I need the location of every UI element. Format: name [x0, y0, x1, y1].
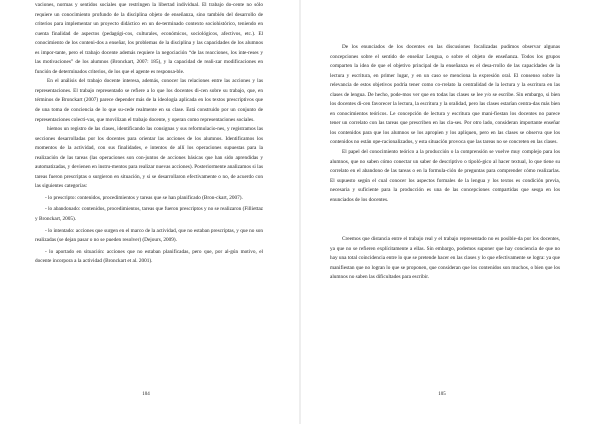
- page-number-right: 105: [438, 392, 446, 397]
- left-paragraph-1: vaciones, normas y sentidos sociales que restringen la libertad individual. El trabajo do-cente no sólo requiere un conocimiento profundo de la disciplina objeto de enseñanza, sino también del desarrollo de criterios para implementar un proyecto didáctico en un de-terminado contexto sociohistórico, teniendo en cuenta finalidad de aspectos (pedagógi-cos, culturales, económicos, sociológicos, afectivos, etc.). El conocimiento de los conteni-dos a enseñar, los problemas de la disciplina y las capacidades de los alumnos es impor-tante, pero el trabajo docente además requiere la negociación “de las reacciones, los inte-reses y las motivaciones” de los alumnos (Bronckart, 2007: 185), y la capacidad de reali-zar modificaciones en función de determinados criterios, de los que el agente es responsa-ble.: [35, 2, 263, 75]
- left-page-text: [35, 1, 263, 267]
- right-page-text: [330, 43, 560, 283]
- category-contributed: - lo aportado en situación: acciones que no estaban planificadas, pero que, por al-gún motivo, el docente incorpora a la actividad (Bronckart et al. 2001).: [35, 248, 263, 265]
- right-paragraph-3: Creemos que distancia entre el trabajo real y el trabajo representado no es posible-da por los docentes, ya que no se refieren explícitamente a ellas. Sin embargo, podemos suponer que hay conciencia de que no hay una total coincidencia entre lo que se pretende hacer en las clases y lo que efectivamente se logra: ya que manifiestan que no logran lo que se proponen, que consideran que los contenidos son muchos, o bien que los alumnos no saben las dificultades para escribir.: [330, 236, 560, 281]
- right-paragraph-1: De los enunciados de los docentes en las discusiones focalizadas pudimos observar algunas concepciones sobre el sentido de enseñar Lengua, o sobre el objeto de enseñanza. Todos los grupos comparten la idea de que el objetivo principal de la enseñanza es el desa-rrollo de las capacidades de la lectura y escritura, en primer lugar, y en un caso se menciona la expresión oral. El consenso sobre la relevancia de estos objetivos podría tener como co-rrelato la centralidad de la lectura y la escritura en las clases de lengua. De hecho, pode-mos ver que en todas las clases se lee y/o se escribe. Sin embargo, si bien los docentes di-cen favorecer la lectura, la escritura y la oralidad, pero las clases estarían centra-das más bien en conocimientos teóricos. Le concepción de lectura y escritura que mani-fiestan los docentes no parece tener un correlato con las tareas que prescriben en las cla-ses. Por otro lado, consideran importante enseñar los contenidos para que los alumnos se los apropien y los apliquen, pero en las clases se observa que los contenidos no están ope-racionalizados, y esta situación provoca que las tareas no se concreten en las clases.: [330, 44, 560, 146]
- category-abandoned: - lo abandonado: contenidos, procedimientos, tareas que fueron prescriptos y no se realizaron (Filliettaz y Bronckart, 2005).: [35, 206, 263, 223]
- category-prescribed: - lo prescripto: contenidos, procedimientos y tareas que se han planificado (Bron-ckart, 2007).: [45, 194, 243, 201]
- left-paragraph-2: En el análisis del trabajo docente interesa, además, conocer las relaciones entre las acciones y las representaciones. El trabajo representado se refiere a lo que los docentes di-cen sobre su trabajo, que, en términos de Bronckart (2007) parece depender más de la ideología aplicada en los textos prescriptivos que de una toma de conciencia de lo que su-cede realmente en su clase. Está construido por un conjunto de representaciones colecti-vas, que movilizan el trabajo docente, y operan como representaciones sociales.: [35, 78, 263, 123]
- right-paragraph-2: El papel del conocimiento teórico a la producción o la comprensión se vuelve muy complejo para los alumnos, que no saben cómo conectar un saber de descriptivo o tipoló-gico al hacer textual, lo que tiene su correlato en el abandono de las tareas o en la formula-ción de preguntas para comprender cómo realizarlas. El supuesto según el cual conocer los aspectos formales de la lengua y los textos es condición previa, necesaria y suficiente para la producción es una de las concepciones compartidas que sesga en los enunciados de los docentes.: [330, 149, 560, 203]
- page-number-left: 104: [142, 392, 150, 397]
- category-attempted: - lo intentado: acciones que surgen en el marco de la actividad, que no estaban prescriptas, y que no son realizadas (se dejan pasar o no se pueden resolver) (Dejours, 2009).: [35, 227, 263, 244]
- right-page: [300, 0, 600, 424]
- left-paragraph-3: hiemos un registro de las clases, identificando las consignas y sus reformulacio-nes, y registramos las secciones desarrolladas por los docentes para orientar las acciones de los alumnos. Identificamos los momentos de la actividad, con sus finalidades, e intentos de allí los operaciones supuestas para la realización de las tareas (las operaciones son con-juntos de acciones básicas que han sido aprendidas y automatizadas, y devienen en instru-mentos para realizar nuevas acciones). Posteriormente analizamos si las tareas fueron prescriptas o surgieron en situación, y si se desarrollaron efectivamente o no, de acuerdo con las siguientes categorías:: [35, 126, 263, 190]
